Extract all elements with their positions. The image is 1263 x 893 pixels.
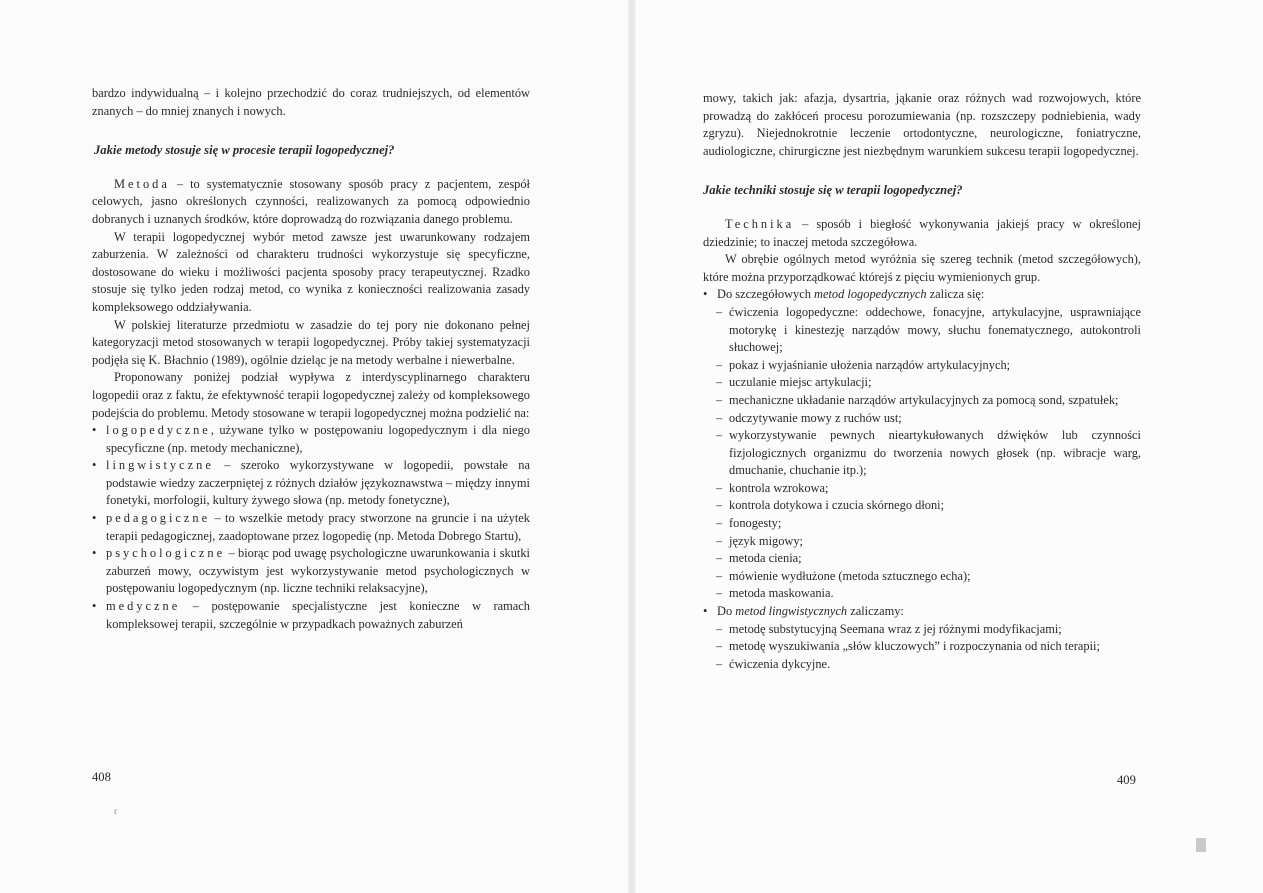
- list-item: – fonogesty;: [703, 515, 1141, 533]
- list-item: – kontrola wzrokowa;: [703, 480, 1141, 498]
- paragraph: W obrębie ogólnych metod wyróżnia się szereg technik (metod szczegółowych), które można przyporządkować którejś z pięciu wymienionych grup.: [703, 252, 1141, 284]
- techniques-heading: Jakie techniki stosuje się w terapii logopedycznej?: [703, 183, 963, 198]
- list-item: – metodę wyszukiwania „słów kluczowych” i rozpoczynania od nich terapii;: [703, 638, 1141, 656]
- list-item: – odczytywanie mowy z ruchów ust;: [703, 410, 1141, 428]
- method-definition: Metoda – to systematycznie stosowany sposób pracy z pacjentem, zespół celowych, jasno określonych czynności, realizowanych za pomocą odpowiednio dobranych i uznanych środków, które doprowadzą do rozwiązania danego problemu.: [92, 176, 530, 226]
- list-item: – ćwiczenia logopedyczne: oddechowe, fonacyjne, artykulacyjne, usprawniające motorykę i kinestezję narządów mowy, słuchu fonematycznego, autokontroli słuchowej;: [703, 304, 1141, 357]
- list-item: – pokaz i wyjaśnianie ułożenia narządów artykulacyjnych;: [703, 357, 1141, 375]
- right-page-text: [703, 90, 1141, 673]
- list-item: – ćwiczenia dykcyjne.: [703, 656, 1141, 674]
- group-bullet: • Do metod lingwistycznych zaliczamy:: [703, 603, 1141, 621]
- technique-term: Technika: [725, 216, 795, 231]
- method-bullet: • pedagogiczne – to wszelkie metody pracy stworzone na gruncie i na użytek terapii pedagogicznej, zaadoptowane przez logopedię (np. Metoda Dobrego Startu),: [92, 510, 530, 545]
- list-item: – wykorzystywanie pewnych nieartykułowanych dźwięków lub czynności fizjologicznych organizmu do tworzenia nowych głosek (np. wibracje warg, dmuchanie, chuchanie itp.);: [703, 427, 1141, 480]
- method-bullet: • psychologiczne – biorąc pod uwagę psychologiczne uwarunkowania i skutki zaburzeń mowy, oczywistym jest wykorzystywanie metod psychologicznych w postępowaniu logopedycznym (np. liczne techniki relaksacyjne),: [92, 545, 530, 598]
- list-item: – metodę substytucyjną Seemana wraz z jej różnymi modyfikacjami;: [703, 621, 1141, 639]
- method-bullet: • lingwistyczne – szeroko wykorzystywane w logopedii, powstałe na podstawie wiedzy zaczerpniętej z różnych działów językoznawstwa – między innymi fonetyki, morfologii, kultury żywego słowa (np. metody fonetyczne),: [92, 457, 530, 510]
- book-gutter: [628, 0, 636, 893]
- list-item: – kontrola dotykowa i czucia skórnego dłoni;: [703, 497, 1141, 515]
- method-term: Metoda: [114, 176, 170, 191]
- scan-artifact: [1196, 838, 1206, 852]
- group-bullet: • Do szczegółowych metod logopedycznych zalicza się:: [703, 286, 1141, 304]
- list-item: – język migowy;: [703, 533, 1141, 551]
- list-item: – uczulanie miejsc artykulacji;: [703, 374, 1141, 392]
- method-bullet: • logopedyczne, używane tylko w postępowaniu logopedycznym i dla niego specyficzne (np. metody mechaniczne),: [92, 422, 530, 457]
- method-bullet: • medyczne – postępowanie specjalistyczne jest konieczne w ramach kompleksowej terapii, szczególnie w przypadkach poważnych zaburzeń: [92, 598, 530, 633]
- page-number-right: 409: [1117, 773, 1136, 787]
- continued-paragraph: mowy, takich jak: afazja, dysartria, jąkanie oraz różnych wad rozwojowych, które prowadzą do zakłóceń procesu porozumiewania (np. rozszczepy podniebienia, wady zgryzu). Niejednokrotnie leczenie ortodontyczne, neurologiczne, foniatryczne, audiologiczne, chirurgiczne jest niezbędnym warunkiem sukcesu terapii logopedycznej.: [703, 91, 1141, 158]
- list-item: – mówienie wydłużone (metoda sztucznego echa);: [703, 568, 1141, 586]
- page-number-left: 408: [92, 770, 111, 784]
- left-page-text: [92, 85, 530, 633]
- paragraph: Proponowany poniżej podział wypływa z interdyscyplinarnego charakteru logopedii oraz z faktu, że efektywność terapii logopedycznej zależy od kompleksowego podejścia do problemu. Metody stosowane w terapii logopedycznej można podzielić na:: [92, 370, 530, 420]
- paragraph: W terapii logopedycznej wybór metod zawsze jest uwarunkowany rodzajem zaburzenia. W zależności od charakteru trudności wykorzystuje się specyficzne, dostosowane do wieku i możliwości pacjenta sposoby pracy terapeutycznej. Rzadko stosuje się tylko jeden rodzaj metod, co wynika z konieczności realizowania zasady kompleksowego oddziaływania.: [92, 229, 530, 314]
- intro-paragraph: bardzo indywidualną – i kolejno przechodzić do coraz trudniejszych, od elementów znanych – do mniej znanych i nowych.: [92, 86, 530, 118]
- technique-definition: Technika – sposób i biegłość wykonywania jakiejś pracy w określonej dziedzinie; to inaczej metoda szczegółowa.: [703, 216, 1141, 249]
- list-item: – metoda cienia;: [703, 550, 1141, 568]
- paragraph: W polskiej literaturze przedmiotu w zasadzie do tej pory nie dokonano pełnej kategoryzacji metod stosowanych w terapii logopedycznej. Próby takiej systematyzacji podjęła się K. Błachnio (1989), ogólnie dzieląc je na metody werbalne i niewerbalne.: [92, 317, 530, 367]
- methods-heading: Jakie metody stosuje się w procesie terapii logopedycznej?: [94, 143, 395, 158]
- list-item: – mechaniczne układanie narządów artykulacyjnych za pomocą sond, szpatułek;: [703, 392, 1141, 410]
- scan-mark: r: [114, 806, 117, 816]
- list-item: – metoda maskowania.: [703, 585, 1141, 603]
